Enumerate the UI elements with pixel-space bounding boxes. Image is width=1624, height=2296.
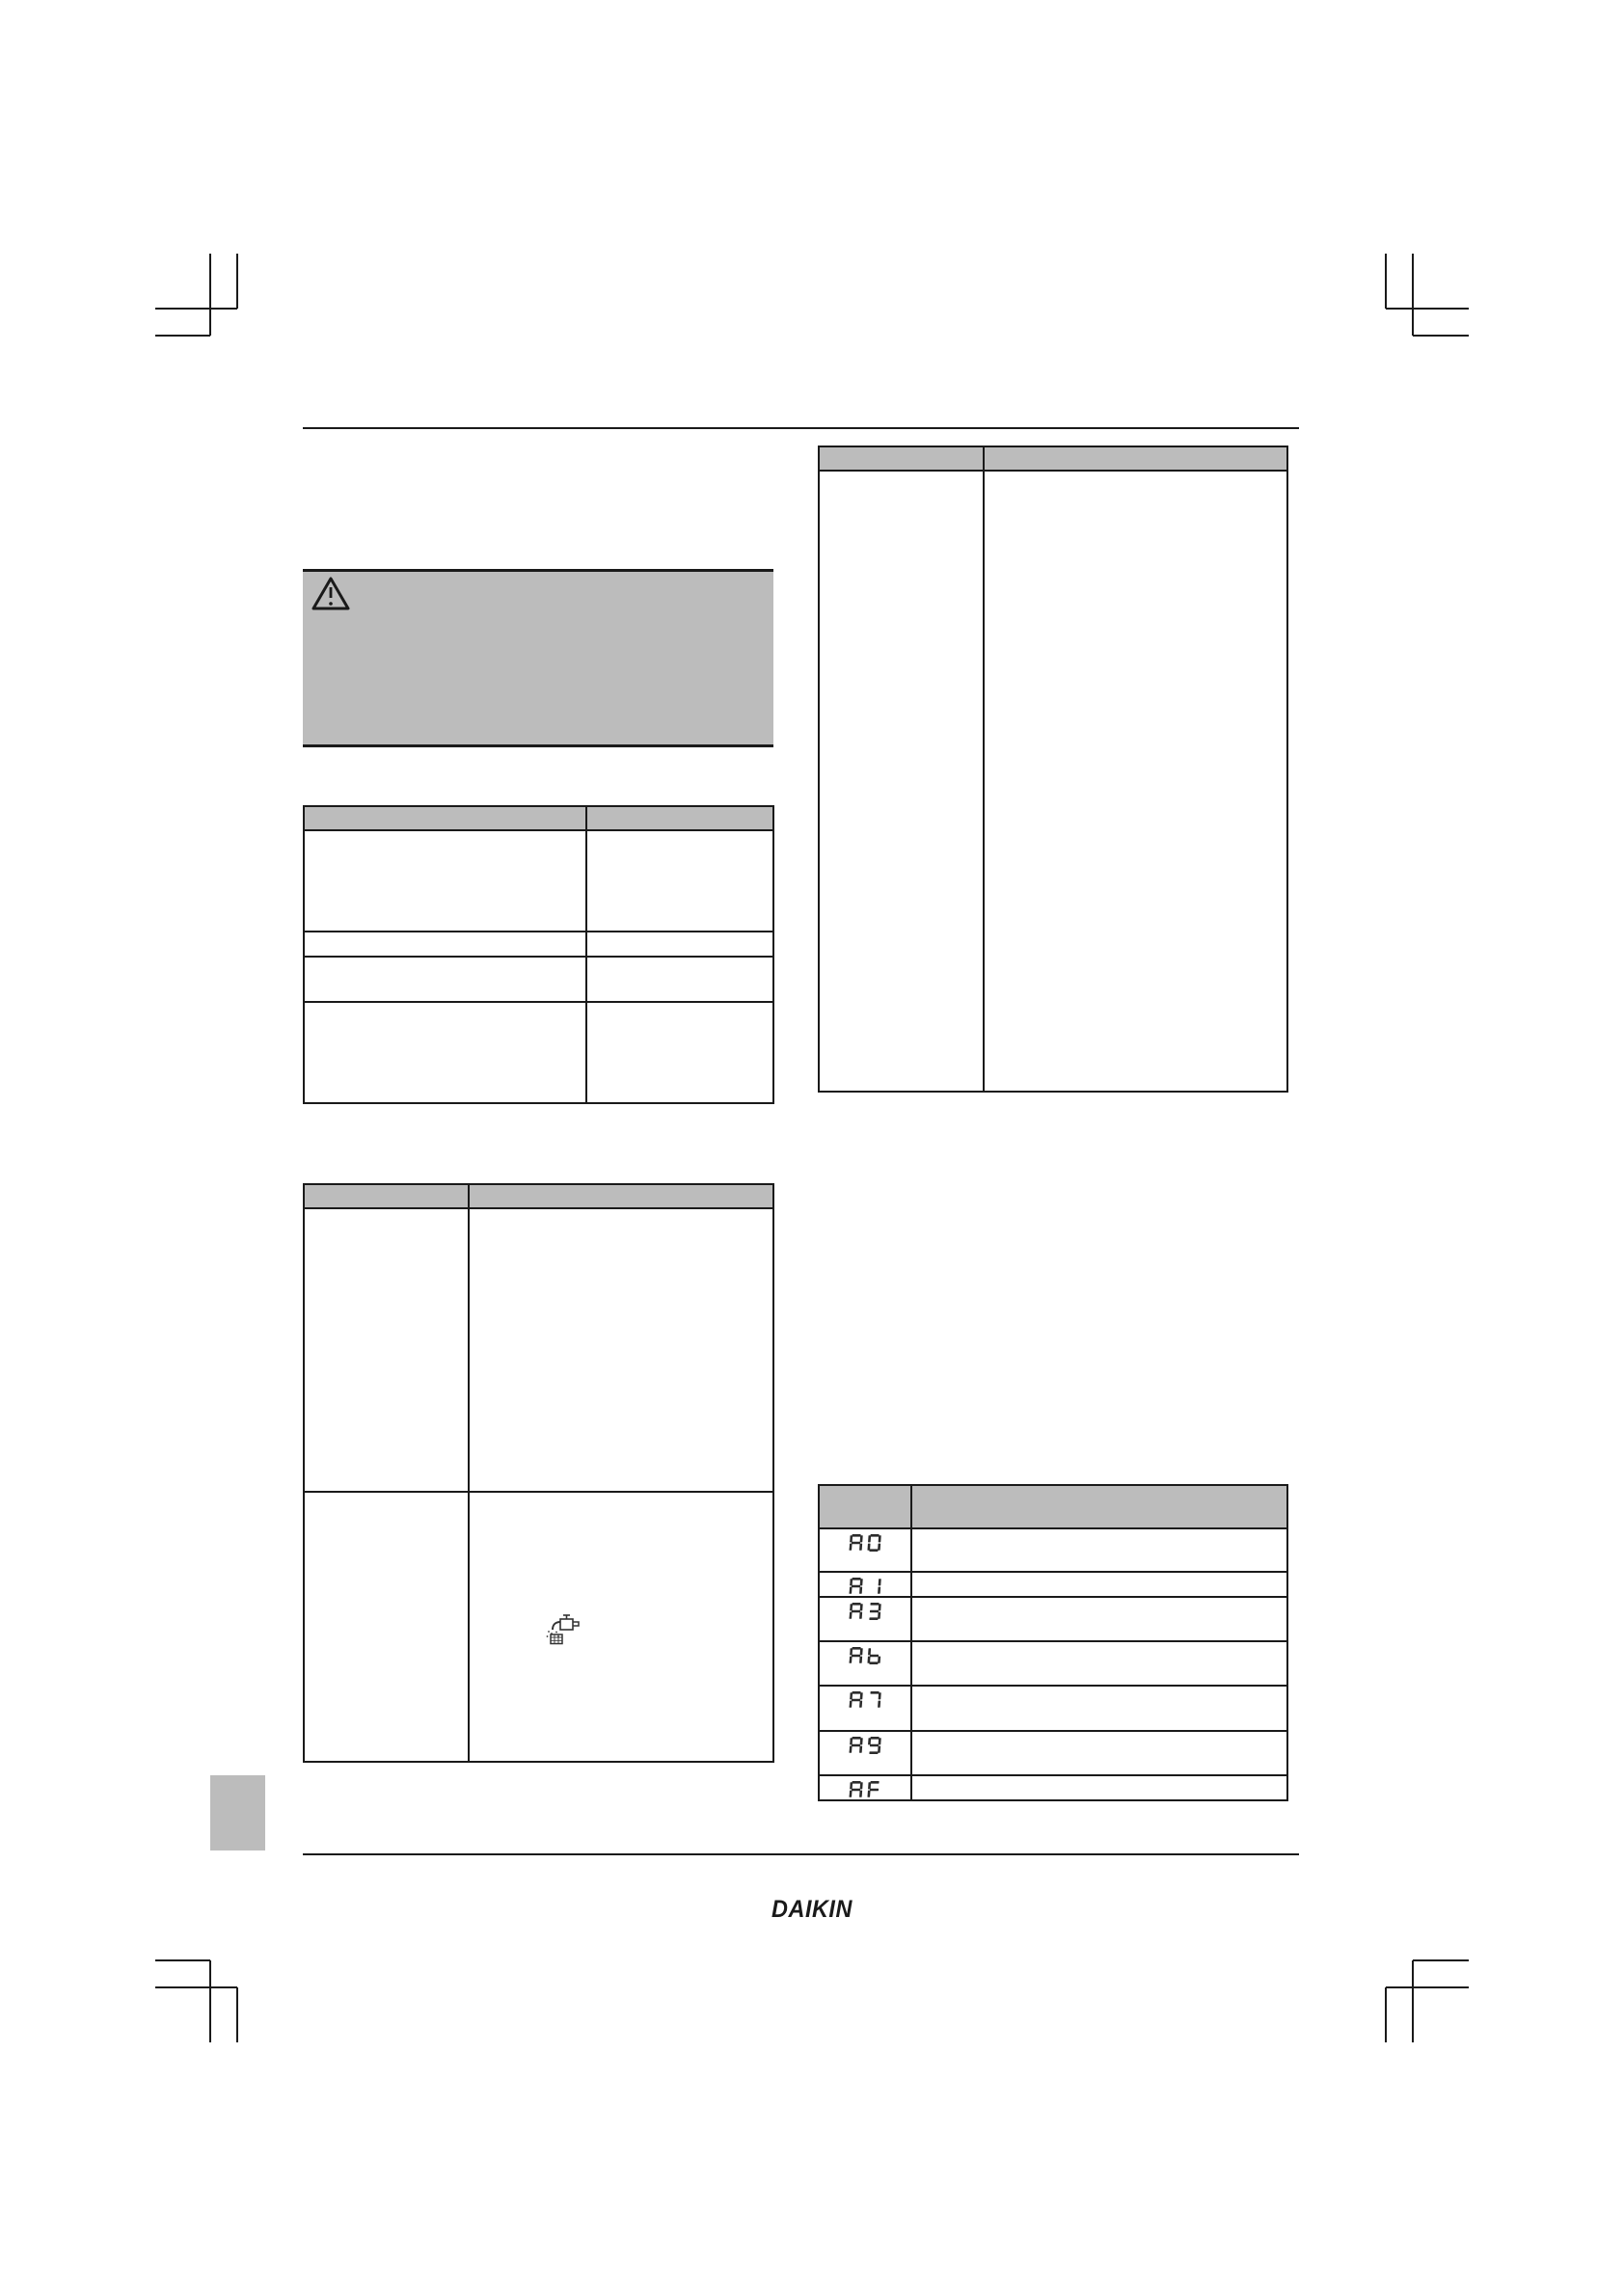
crop-mark-top-right <box>1385 254 1470 338</box>
error-code-row <box>820 1642 1286 1687</box>
error-code-row <box>820 1687 1286 1732</box>
header-cell <box>587 807 772 829</box>
header-cell <box>912 1486 1286 1527</box>
page-side-tab <box>210 1775 265 1850</box>
table-cell <box>305 1209 470 1491</box>
table-lower-left <box>303 1183 774 1763</box>
table-cell <box>305 932 587 956</box>
table-error-codes <box>818 1484 1288 1801</box>
error-code-row <box>820 1529 1286 1573</box>
table-row <box>305 1003 772 1102</box>
table-upper-right <box>818 446 1288 1093</box>
error-code-display <box>820 1687 912 1730</box>
water-spray-filter-icon <box>543 1611 582 1646</box>
header-cell <box>305 807 587 829</box>
error-description-cell <box>912 1732 1286 1774</box>
error-code-display <box>820 1529 912 1571</box>
error-code-row <box>820 1732 1286 1776</box>
table-cell <box>305 1003 587 1102</box>
error-description-cell <box>912 1598 1286 1640</box>
error-code-row <box>820 1776 1286 1799</box>
table-header-row <box>305 807 772 831</box>
top-rule <box>303 427 1299 429</box>
header-cell <box>305 1185 470 1207</box>
error-code-display <box>820 1598 912 1640</box>
crop-mark-bottom-right <box>1385 1959 1470 2042</box>
table-row <box>820 472 1286 1091</box>
error-code-row <box>820 1573 1286 1598</box>
error-code-display <box>820 1776 912 1799</box>
error-code-row <box>820 1598 1286 1642</box>
error-code-display <box>820 1642 912 1685</box>
header-cell <box>985 447 1286 470</box>
table-cell <box>470 1493 772 1761</box>
table-cell <box>820 472 985 1091</box>
table-header-row <box>820 447 1286 472</box>
table-cell <box>587 831 772 931</box>
table-cell <box>587 932 772 956</box>
bottom-rule <box>303 1853 1299 1855</box>
table-upper-left <box>303 805 774 1104</box>
table-cell <box>587 1003 772 1102</box>
table-row <box>305 1493 772 1761</box>
error-description-cell <box>912 1529 1286 1571</box>
error-code-display <box>820 1732 912 1774</box>
table-cell <box>305 1493 470 1761</box>
table-cell <box>305 831 587 931</box>
error-description-cell <box>912 1776 1286 1799</box>
table-cell <box>305 958 587 1001</box>
table-header-row <box>820 1486 1286 1529</box>
table-row <box>305 958 772 1003</box>
table-cell <box>587 958 772 1001</box>
table-cell <box>985 472 1286 1091</box>
header-cell <box>820 447 985 470</box>
crop-mark-bottom-left <box>155 1959 240 2042</box>
table-cell <box>470 1209 772 1491</box>
crop-mark-top-left <box>155 254 240 338</box>
table-header-row <box>305 1185 772 1209</box>
error-description-cell <box>912 1687 1286 1730</box>
daikin-logo: DAIKIN <box>771 1894 853 1923</box>
warning-box <box>303 569 773 747</box>
error-description-cell <box>912 1642 1286 1685</box>
table-row <box>305 1209 772 1493</box>
table-row <box>305 831 772 932</box>
header-cell <box>820 1486 912 1527</box>
header-cell <box>470 1185 772 1207</box>
error-code-display <box>820 1573 912 1596</box>
warning-triangle-icon <box>311 576 351 611</box>
error-description-cell <box>912 1573 1286 1596</box>
table-row <box>305 932 772 958</box>
